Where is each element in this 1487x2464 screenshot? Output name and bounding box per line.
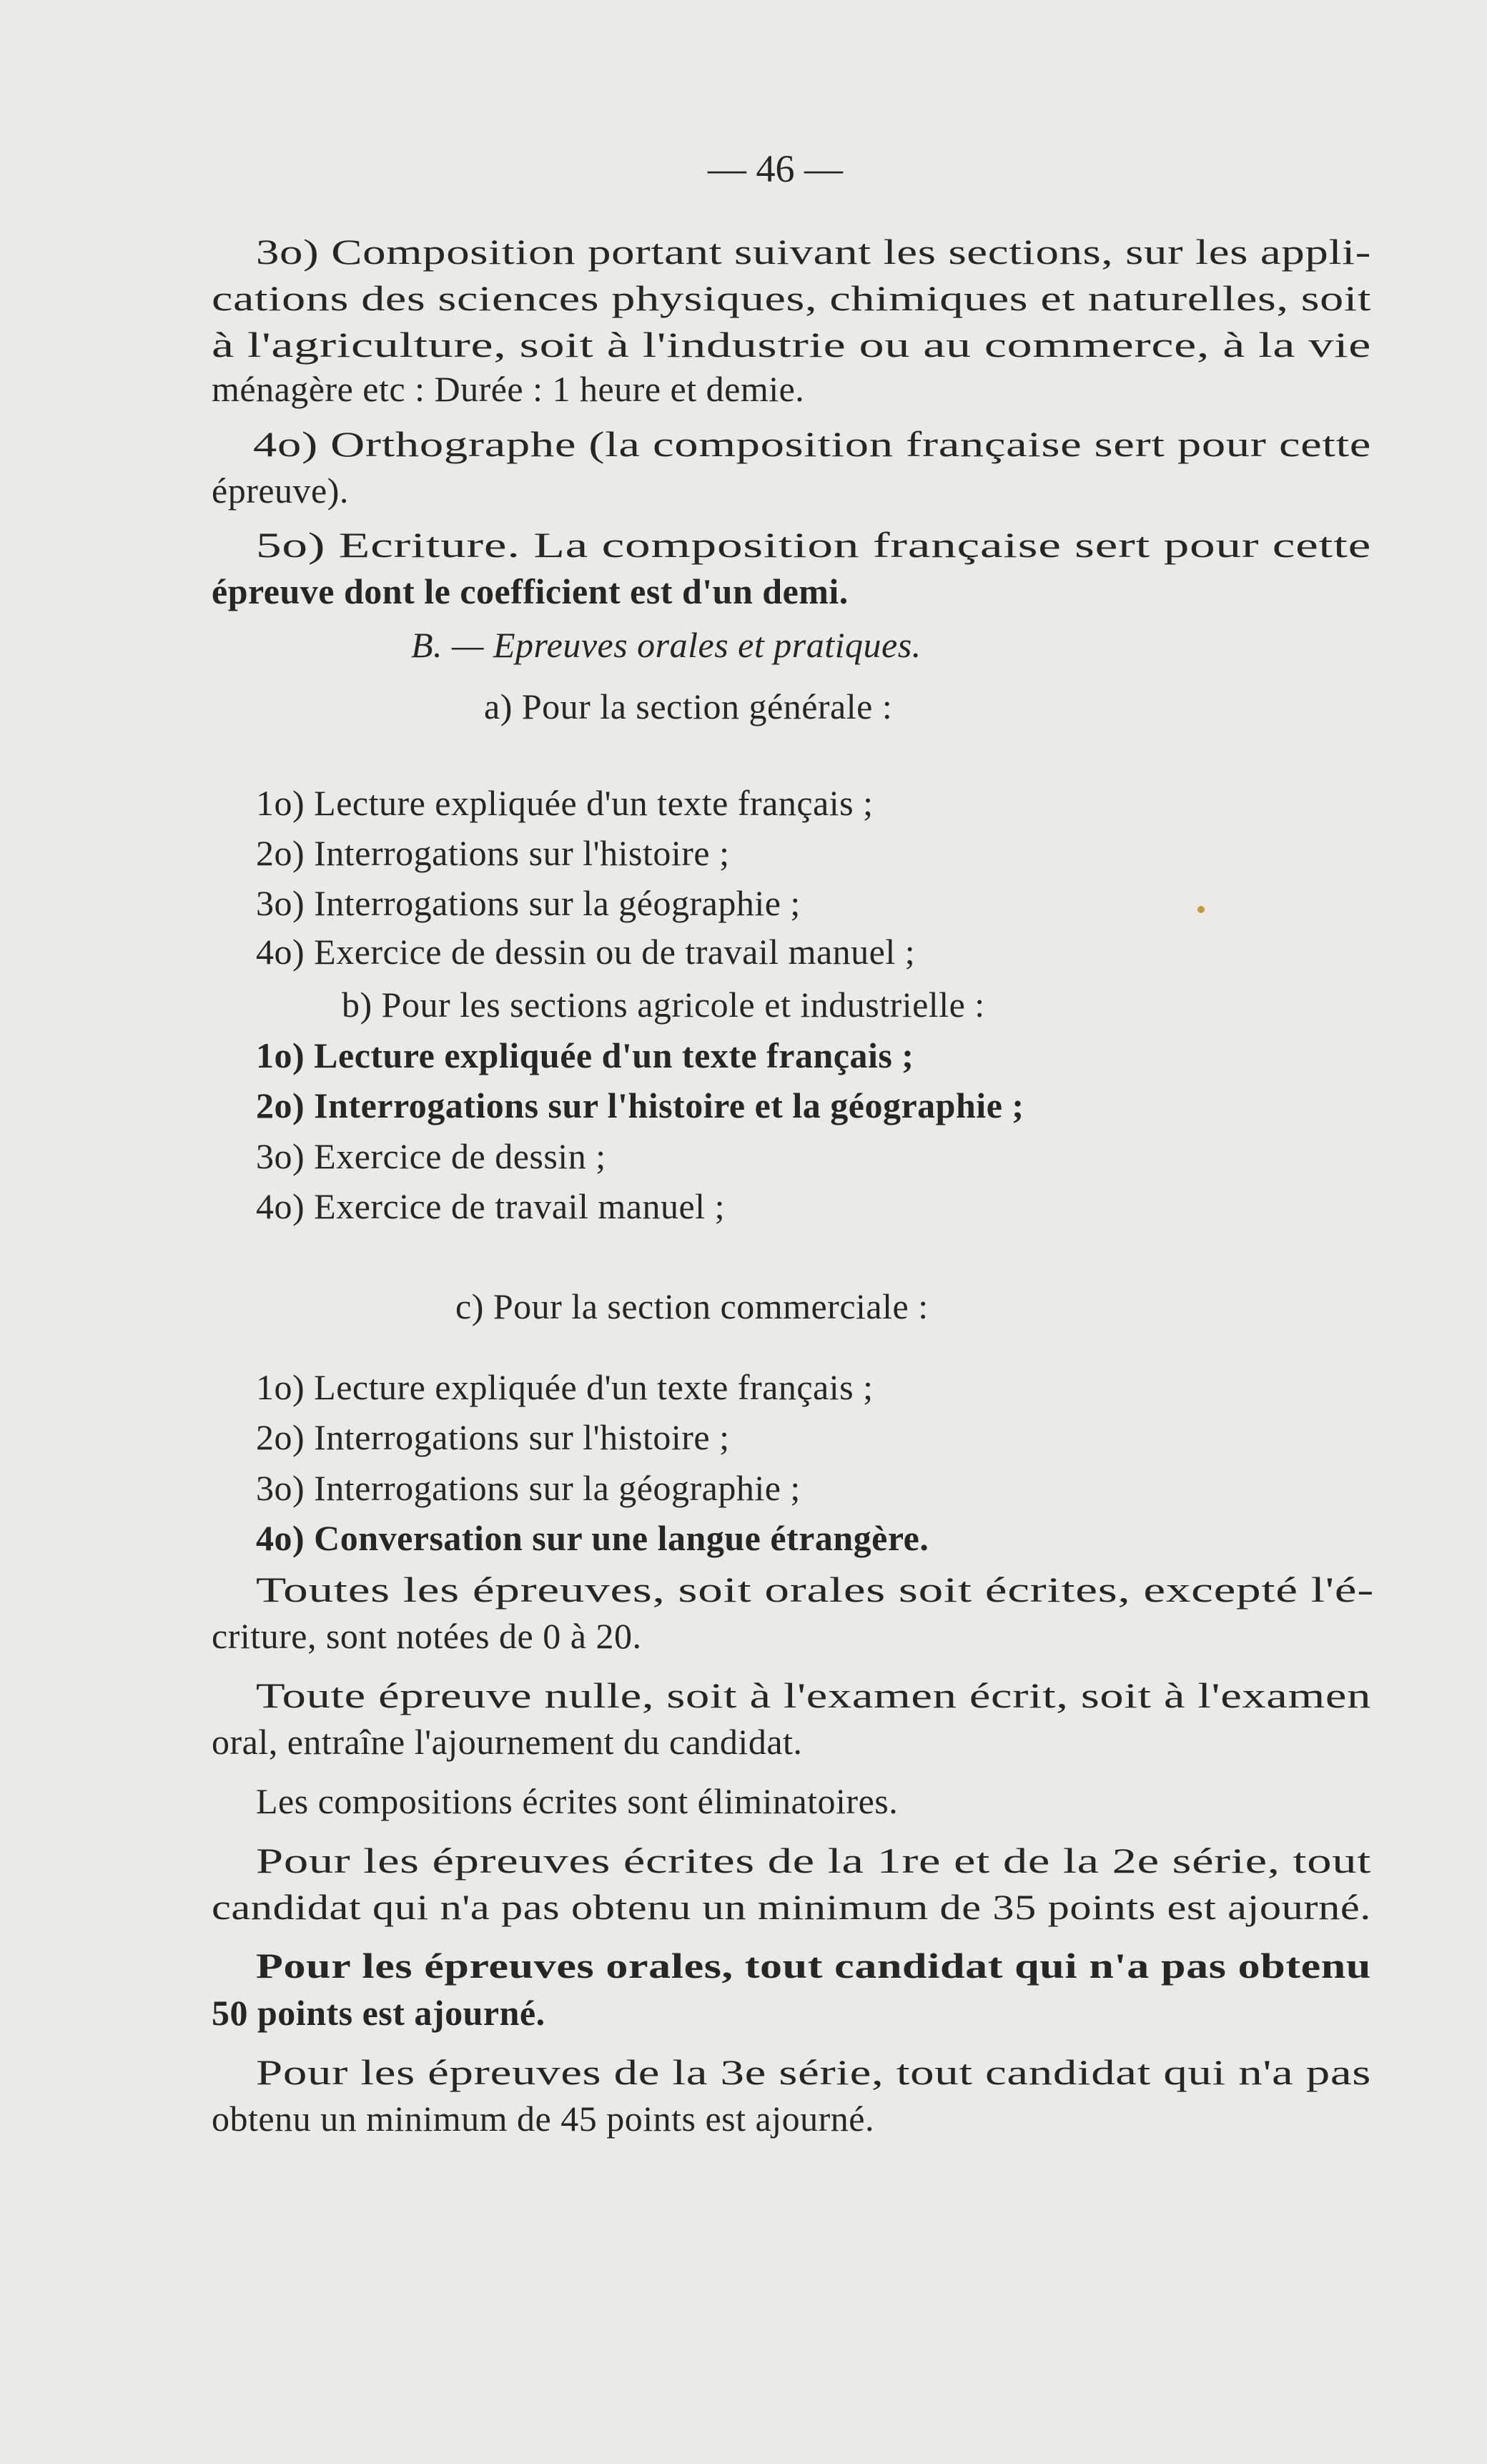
text-line: cations des sciences physiques, chimiques et naturelles, soit bbox=[212, 278, 1371, 318]
text-line: 2o) Interrogations sur l'histoire ; bbox=[256, 833, 730, 873]
text-line: 2o) Interrogations sur l'histoire ; bbox=[256, 1417, 730, 1457]
ink-speck bbox=[1197, 906, 1205, 913]
text-line: 3o) Exercice de dessin ; bbox=[256, 1136, 606, 1176]
text-line: 1o) Lecture expliquée d'un texte français ; bbox=[256, 1367, 874, 1407]
text-line: 5o) Ecriture. La composition française sert pour cette bbox=[256, 525, 1371, 565]
text-line: oral, entraîne l'ajournement du candidat. bbox=[212, 1722, 803, 1762]
text-line: à l'agriculture, soit à l'industrie ou au commerce, à la vie bbox=[212, 325, 1371, 365]
text-line: Toute épreuve nulle, soit à l'examen écrit, soit à l'examen bbox=[256, 1675, 1372, 1715]
text-line: Pour les épreuves orales, tout candidat qui n'a pas obtenu bbox=[256, 1946, 1371, 1986]
text-line: 50 points est ajourné. bbox=[212, 1993, 545, 2033]
text-line: Pour les épreuves écrites de la 1re et de la 2e série, tout bbox=[256, 1840, 1371, 1881]
text-line: criture, sont notées de 0 à 20. bbox=[212, 1616, 642, 1656]
text-line: 3o) Interrogations sur la géographie ; bbox=[256, 883, 801, 923]
text-line: B. — Epreuves orales et pratiques. bbox=[411, 625, 922, 665]
text-line: Les compositions écrites sont éliminatoires. bbox=[256, 1781, 899, 1821]
text-line: 1o) Lecture expliquée d'un texte français ; bbox=[256, 1035, 914, 1075]
text-line: ménagère etc : Durée : 1 heure et demie. bbox=[212, 369, 805, 409]
text-line: 3o) Composition portant suivant les sections, sur les appli- bbox=[256, 232, 1371, 272]
text-line: obtenu un minimum de 45 points est ajourné. bbox=[212, 2099, 874, 2139]
text-line: 3o) Interrogations sur la géographie ; bbox=[256, 1468, 801, 1508]
text-line: 1o) Lecture expliquée d'un texte français ; bbox=[256, 783, 874, 823]
text-line: a) Pour la section générale : bbox=[484, 686, 893, 726]
page-number: — 46 — bbox=[708, 147, 843, 190]
text-line: Toutes les épreuves, soit orales soit écrites, excepté l'é- bbox=[256, 1569, 1374, 1610]
text-line: 4o) Conversation sur une langue étrangère. bbox=[256, 1518, 929, 1558]
text-line: épreuve). bbox=[212, 470, 349, 511]
text-line: 4o) Orthographe (la composition française sert pour cette bbox=[253, 424, 1371, 464]
text-line: candidat qui n'a pas obtenu un minimum de 35 points est ajourné. bbox=[212, 1887, 1371, 1927]
text-line: Pour les épreuves de la 3e série, tout candidat qui n'a pas bbox=[256, 2052, 1371, 2092]
text-line: 4o) Exercice de dessin ou de travail manuel ; bbox=[256, 932, 916, 972]
text-line: c) Pour la section commerciale : bbox=[455, 1286, 929, 1326]
text-line: épreuve dont le coefficient est d'un demi. bbox=[212, 571, 849, 611]
text-line: b) Pour les sections agricole et industrielle : bbox=[342, 985, 985, 1025]
text-line: 4o) Exercice de travail manuel ; bbox=[256, 1186, 725, 1226]
text-line: 2o) Interrogations sur l'histoire et la géographie ; bbox=[256, 1085, 1024, 1125]
